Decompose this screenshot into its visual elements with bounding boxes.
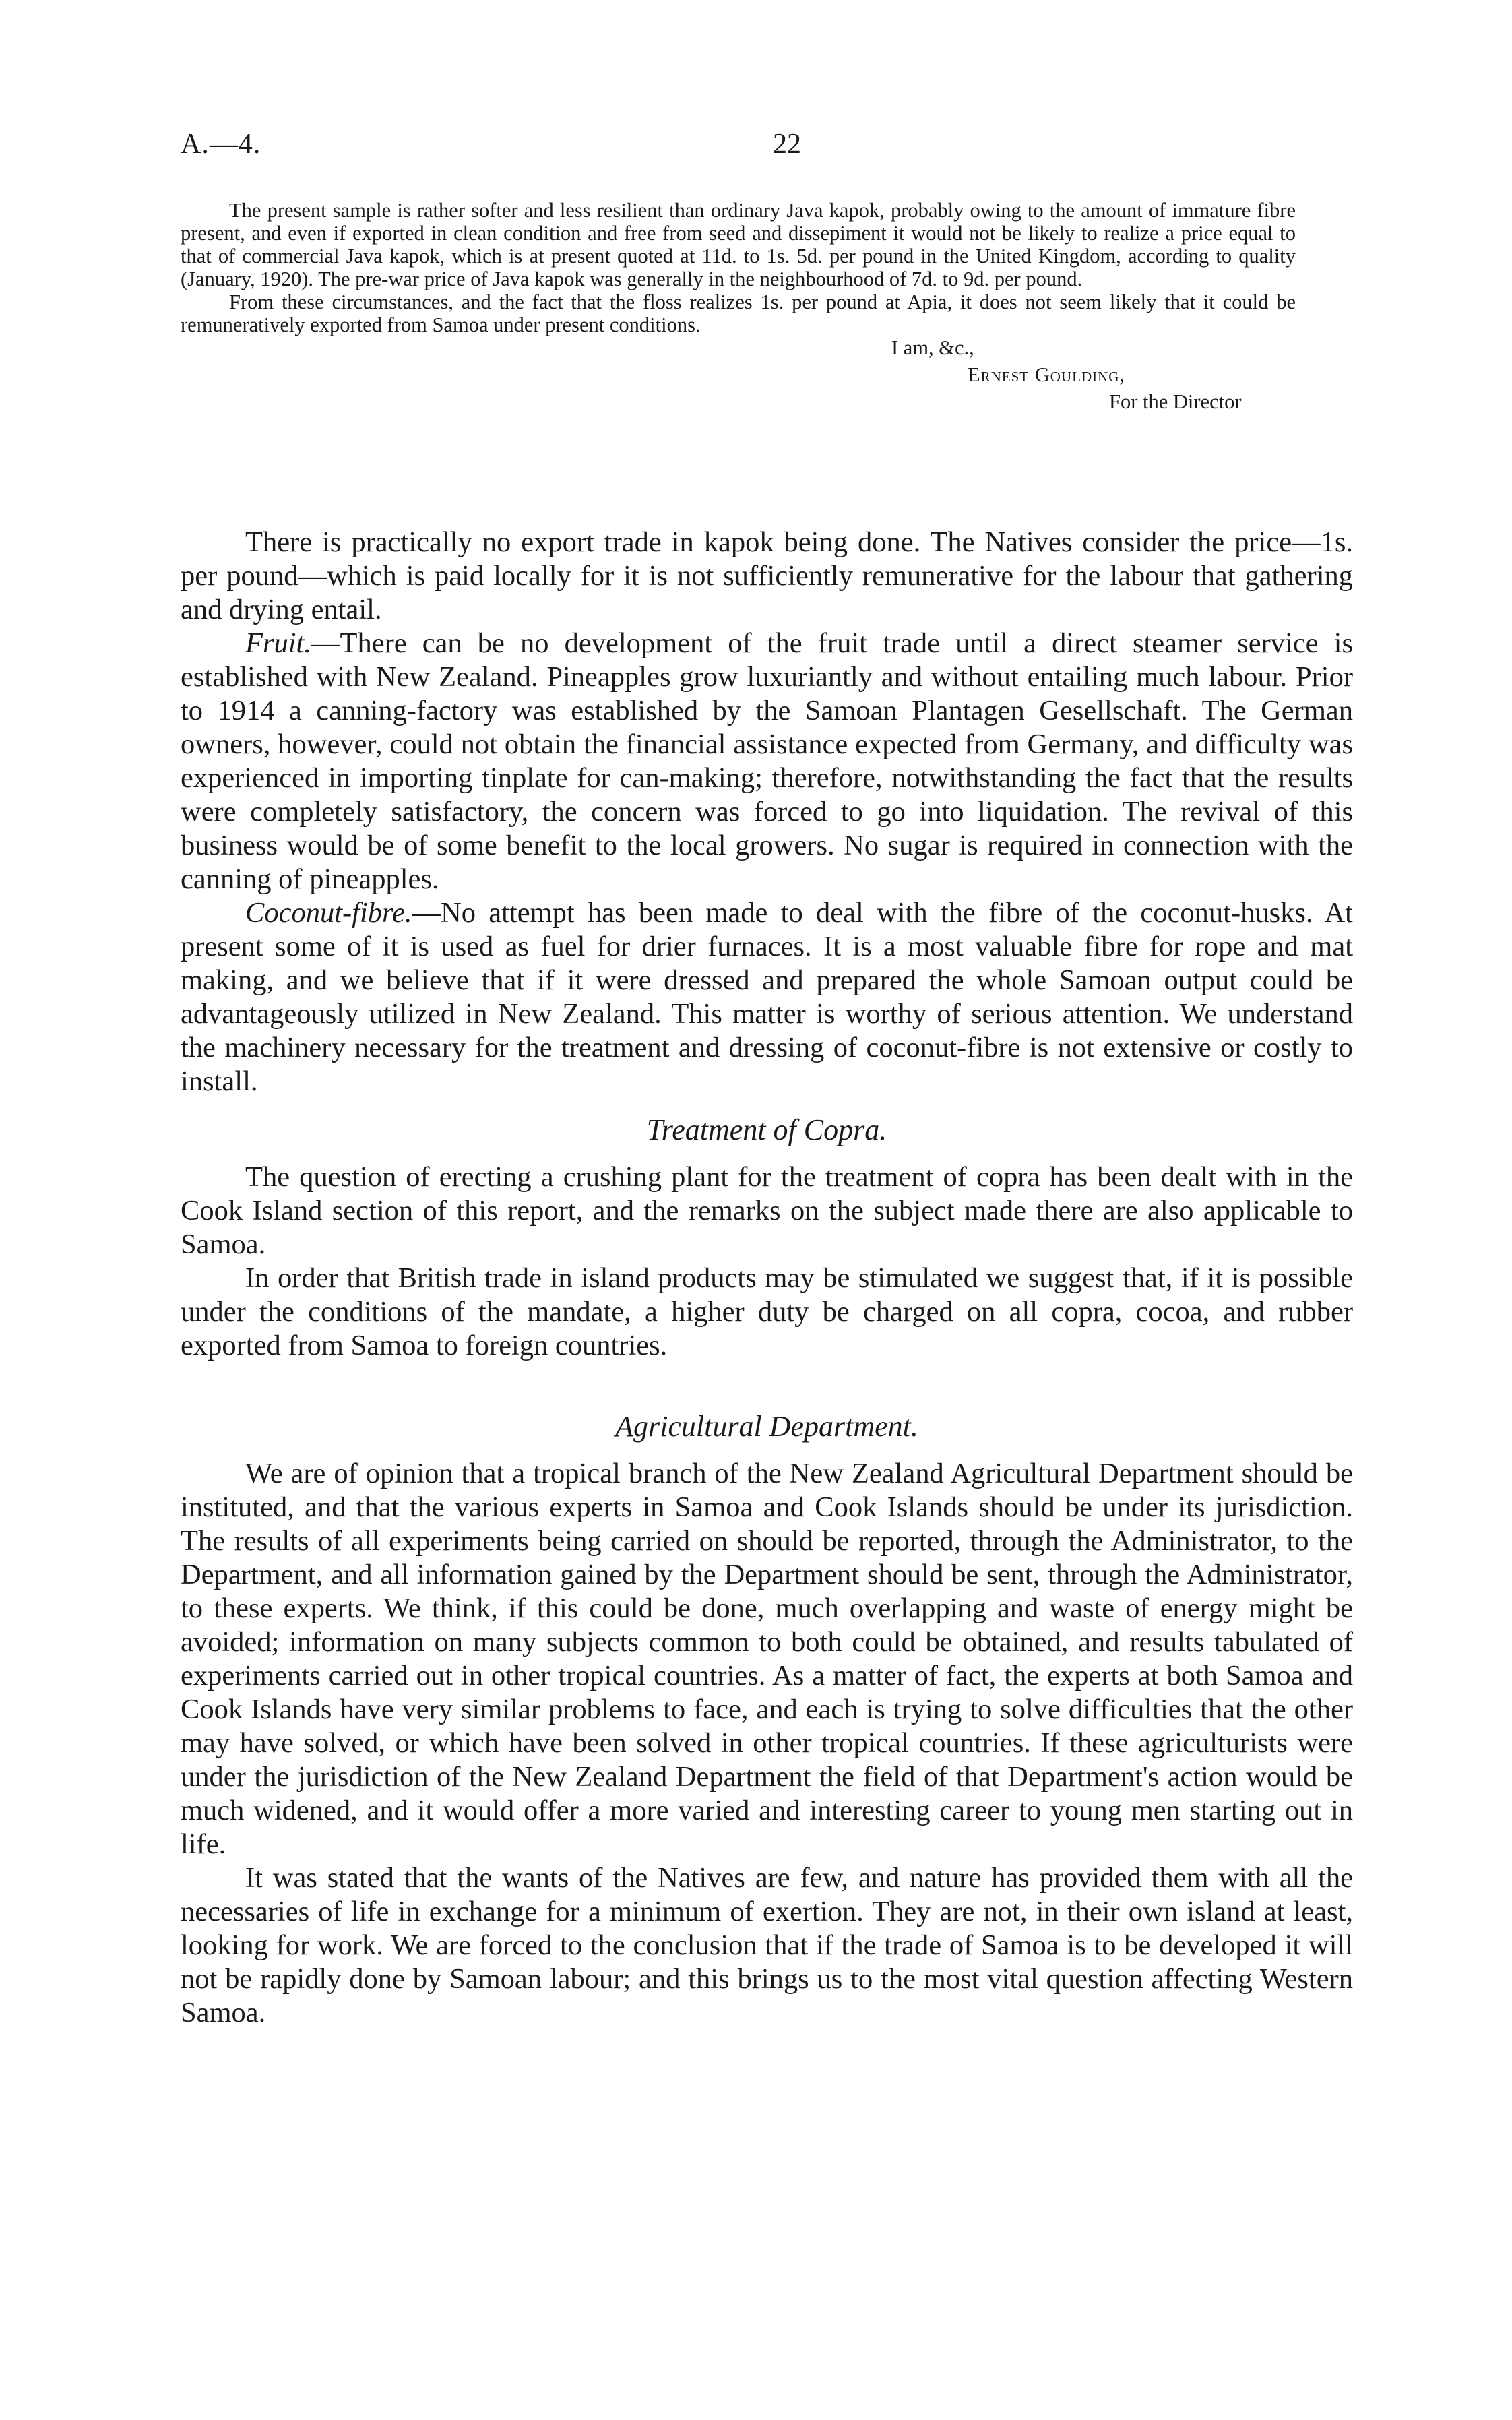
page-header: [181, 128, 1353, 168]
fruit-label: Fruit.: [245, 627, 311, 659]
letter-signatory-title: For the Director: [1109, 390, 1242, 413]
quoted-letter: [181, 199, 1296, 437]
kapok-paragraph: There is practically no export trade in kapok being done. The Natives consider the price—1s. per pound—which is paid locally for it is not sufficiently remunerative for the labour that gathering and drying entail.: [181, 526, 1353, 625]
section-heading-agricultural-department: Agricultural Department.: [615, 1410, 918, 1443]
letter-paragraph: From these circumstances, and the fact that the floss realizes 1s. per pound at Apia, it does not seem likely that it could be remuneratively exported from Samoa under present conditions.: [181, 290, 1296, 336]
copra-paragraph: In order that British trade in island products may be stimulated we suggest that, if it is possible under the conditions of the mandate, a higher duty be charged on all copra, cocoa, and rubber exported from Samoa to foreign countries.: [181, 1262, 1353, 1361]
section-heading-treatment-of-copra: Treatment of Copra.: [646, 1113, 887, 1146]
letter-signatory: Ernest Goulding,: [968, 363, 1126, 386]
fruit-text: —There can be no development of the fruit trade until a direct steamer service is established with New Zealand. Pineapples grow luxuriantly and without entailing much labour. Prior to 1914 a canning-factory was established by the Samoan Plantagen Gesellschaft. The German owners, however, could not obtain the financial assistance expected from Germany, and difficulty was experienced in importing tinplate for can-making; therefore, notwithstanding the fact that the results were completely satisfactory, the concern was forced to go into liquidation. The revival of this business would be of some benefit to the local growers. No sugar is required in connection with the canning of pineapples.: [181, 627, 1353, 895]
letter-paragraph: The present sample is rather softer and less resilient than ordinary Java kapok, probably owing to the amount of immature fibre present, and even if exported in clean condition and free from seed and dissepiment it would not be likely to realize a price equal to that of commercial Java kapok, which is at present quoted at 11d. to 1s. 5d. per pound in the United Kingdom, according to quality (January, 1920). The pre-war price of Java kapok was generally in the neighbourhood of 7d. to 9d. per pound.: [181, 199, 1296, 290]
document-reference: A.—4.: [181, 129, 261, 160]
letter-closing: I am, &c.,: [891, 336, 974, 359]
fruit-paragraph: [181, 627, 1353, 896]
agricultural-paragraph: It was stated that the wants of the Natives are few, and nature has provided them with all the necessaries of life in exchange for a minimum of exertion. They are not, in their own island at least, looking for work. We are forced to the conclusion that if the trade of Samoa is to be developed it will not be rapidly done by Samoan labour; and this brings us to the most vital question affecting Western Samoa.: [181, 1862, 1353, 2028]
coconut-fibre-paragraph: [181, 896, 1353, 1098]
agricultural-paragraph: We are of opinion that a tropical branch of the New Zealand Agricultural Department should be instituted, and that the various experts in Samoa and Cook Islands should be under its jurisdiction. The results of all experiments being carried on should be reported, through the Administrator, to the Department, and all information gained by the Department should be sent, through the Administrator, to these experts. We think, if this could be done, much overlapping and waste of energy might be avoided; information on many subjects common to both could be obtained, and results tabulated of experiments carried out in other tropical countries. As a matter of fact, the experts at both Samoa and Cook Islands have very similar problems to face, and each is trying to solve difficulties that the other may have solved, or which have been solved in other tropical countries. If these agriculturists were under the jurisdiction of the New Zealand Department the field of that Department's action would be much widened, and it would offer a more varied and interesting career to young men starting out in life.: [181, 1458, 1353, 1860]
coconut-fibre-text: —No attempt has been made to deal with the fibre of the coconut-husks. At present some of it is used as fuel for drier furnaces. It is a most valuable fibre for rope and mat making, and we believe that if it were dressed and prepared the whole Samoan output could be advantageously utilized in New Zealand. This matter is worthy of serious attention. We understand the machinery necessary for the treatment and dressing of coconut-fibre is not extensive or costly to install.: [181, 897, 1353, 1097]
letter-closing-block: [181, 336, 1296, 437]
report-body: [181, 526, 1353, 2030]
copra-paragraph: The question of erecting a crushing plant for the treatment of copra has been dealt with in the Cook Island section of this report, and the remarks on the subject made there are also applicable to Samoa.: [181, 1161, 1353, 1260]
coconut-fibre-label: Coconut-fibre.: [245, 897, 412, 929]
page-number: 22: [773, 129, 801, 160]
